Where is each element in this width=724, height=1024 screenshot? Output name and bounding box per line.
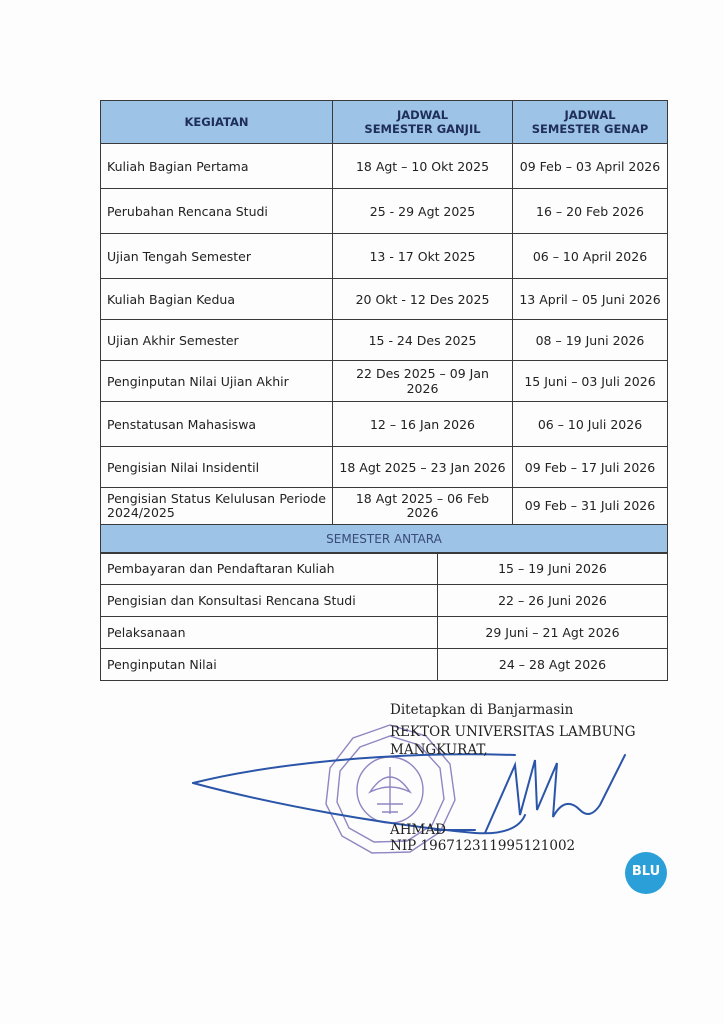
row-ganjil: 20 Okt - 12 Des 2025 — [333, 279, 513, 320]
table-row — [101, 585, 668, 617]
antara-jadwal: 24 – 28 Agt 2026 — [438, 649, 668, 681]
row-kegiatan: Pengisian Status Kelulusan Periode 2024/2025 — [101, 488, 333, 525]
row-kegiatan: Penginputan Nilai Ujian Akhir — [101, 361, 333, 402]
row-ganjil: 18 Agt 2025 – 06 Feb 2026 — [333, 488, 513, 525]
row-ganjil: 13 - 17 Okt 2025 — [333, 234, 513, 279]
blu-badge-text: BLU — [631, 864, 661, 879]
row-genap: 13 April – 05 Juni 2026 — [513, 279, 668, 320]
antara-kegiatan: Pembayaran dan Pendaftaran Kuliah — [101, 553, 438, 585]
row-ganjil: 22 Des 2025 – 09 Jan 2026 — [333, 361, 513, 402]
table-row — [101, 447, 668, 488]
table-row — [101, 617, 668, 649]
row-kegiatan: Ujian Tengah Semester — [101, 234, 333, 279]
header-kegiatan: KEGIATAN — [101, 101, 333, 144]
row-kegiatan: Penstatusan Mahasiswa — [101, 402, 333, 447]
table-row — [101, 488, 668, 525]
signatory-name: AHMAD — [390, 822, 446, 838]
antara-kegiatan: Pelaksanaan — [101, 617, 438, 649]
antara-jadwal: 22 – 26 Juni 2026 — [438, 585, 668, 617]
row-ganjil: 18 Agt – 10 Okt 2025 — [333, 144, 513, 189]
row-genap: 09 Feb – 31 Juli 2026 — [513, 488, 668, 525]
row-genap: 15 Juni – 03 Juli 2026 — [513, 361, 668, 402]
antara-jadwal: 15 – 19 Juni 2026 — [438, 553, 668, 585]
table-row — [101, 361, 668, 402]
row-ganjil: 25 - 29 Agt 2025 — [333, 189, 513, 234]
table-row — [101, 320, 668, 361]
signature-title-line2: MANGKURAT, — [390, 742, 488, 758]
table-row — [101, 234, 668, 279]
table-row — [101, 279, 668, 320]
table-row — [101, 649, 668, 681]
schedule-table — [100, 100, 668, 554]
blu-badge-icon — [625, 852, 667, 894]
header-genap — [513, 101, 668, 144]
signature-title-line1: REKTOR UNIVERSITAS LAMBUNG — [390, 724, 636, 740]
header-ganjil — [333, 101, 513, 144]
row-genap: 06 – 10 Juli 2026 — [513, 402, 668, 447]
header-ganjil-line1: JADWAL — [396, 108, 449, 122]
signature-place: Ditetapkan di Banjarmasin — [390, 702, 574, 718]
row-ganjil: 18 Agt 2025 – 23 Jan 2026 — [333, 447, 513, 488]
signatory-nip: NIP 196712311995121002 — [390, 838, 576, 854]
row-genap: 09 Feb – 17 Juli 2026 — [513, 447, 668, 488]
row-kegiatan: Ujian Akhir Semester — [101, 320, 333, 361]
row-kegiatan: Kuliah Bagian Pertama — [101, 144, 333, 189]
semester-antara-header-row — [101, 525, 668, 554]
row-ganjil: 15 - 24 Des 2025 — [333, 320, 513, 361]
table-header-row — [101, 101, 668, 144]
row-genap: 06 – 10 April 2026 — [513, 234, 668, 279]
table-row — [101, 144, 668, 189]
header-genap-line1: JADWAL — [564, 108, 616, 122]
antara-jadwal: 29 Juni – 21 Agt 2026 — [438, 617, 668, 649]
row-genap: 08 – 19 Juni 2026 — [513, 320, 668, 361]
row-genap: 16 – 20 Feb 2026 — [513, 189, 668, 234]
row-kegiatan: Kuliah Bagian Kedua — [101, 279, 333, 320]
semester-antara-table — [100, 552, 668, 681]
antara-kegiatan: Pengisian dan Konsultasi Rencana Studi — [101, 585, 438, 617]
row-kegiatan: Pengisian Nilai Insidentil — [101, 447, 333, 488]
row-kegiatan: Perubahan Rencana Studi — [101, 189, 333, 234]
row-ganjil: 12 – 16 Jan 2026 — [333, 402, 513, 447]
row-genap: 09 Feb – 03 April 2026 — [513, 144, 668, 189]
semester-antara-title: SEMESTER ANTARA — [101, 525, 668, 554]
table-row — [101, 402, 668, 447]
table-row — [101, 553, 668, 585]
antara-kegiatan: Penginputan Nilai — [101, 649, 438, 681]
header-genap-line2: SEMESTER GENAP — [531, 122, 649, 136]
header-ganjil-line2: SEMESTER GANJIL — [364, 122, 481, 136]
table-row — [101, 189, 668, 234]
